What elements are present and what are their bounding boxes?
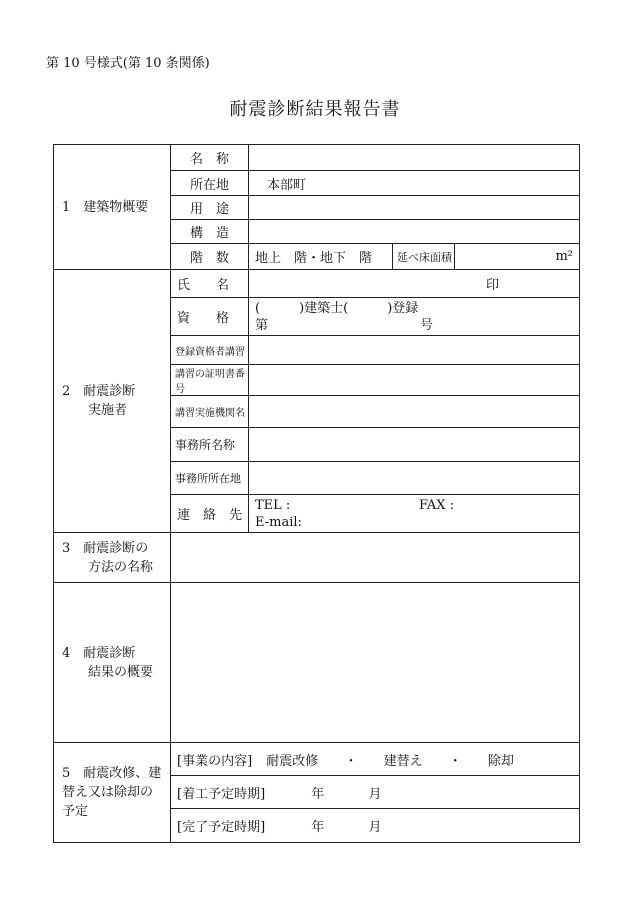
person-name-label: 氏 名 <box>171 270 249 298</box>
qualification-number-suffix: 号 <box>419 317 433 333</box>
building-name-label: 名 称 <box>171 145 249 171</box>
office-name-field[interactable] <box>249 428 580 462</box>
address-field[interactable]: 本部町 <box>249 171 580 196</box>
section3-label <box>54 533 171 583</box>
certificate-number-label: 講習の証明書番号 <box>171 365 249 396</box>
qualification-line1: ( )建築士( )登録 <box>255 300 419 316</box>
page-title: 耐震診断結果報告書 <box>229 99 401 120</box>
option-seismic-retrofit[interactable]: 耐震改修 <box>266 753 319 769</box>
start-schedule-row <box>171 776 580 809</box>
fax-label: FAX : <box>419 497 455 513</box>
form-number: 第 10 号様式(第 10 条関係) <box>46 56 210 71</box>
section5-label-line1: 5 耐震改修、建 <box>62 766 162 781</box>
option-separator-1: ・ <box>344 753 358 769</box>
address-label: 所在地 <box>171 171 249 196</box>
floors-field[interactable]: 地上 階・地下 階 <box>249 244 393 270</box>
tel-label: TEL : <box>255 497 291 513</box>
office-name-label: 事務所名称 <box>171 428 249 462</box>
qualification-field[interactable] <box>249 298 580 336</box>
certificate-number-field[interactable] <box>249 365 580 396</box>
start-schedule-label: [着工予定時期] <box>177 786 266 802</box>
method-name-field[interactable] <box>171 533 580 583</box>
floor-area-field[interactable] <box>455 244 580 270</box>
course-org-field[interactable] <box>249 396 580 428</box>
result-summary-field[interactable] <box>171 583 580 743</box>
contact-label: 連 絡 先 <box>171 495 249 533</box>
start-month-label: 月 <box>368 786 382 802</box>
option-demolition[interactable]: 除却 <box>487 753 514 769</box>
end-month-label: 月 <box>368 820 382 835</box>
start-year-label: 年 <box>311 786 325 802</box>
floor-area-label: 延べ床面積 <box>393 244 455 270</box>
section4-label-line1: 4 耐震診断 <box>62 645 136 661</box>
office-address-label: 事務所所在地 <box>171 462 249 495</box>
office-address-field[interactable] <box>249 462 580 495</box>
section3-label-line1: 3 耐震診断の <box>62 540 149 556</box>
section3-label-line2: 方法の名称 <box>88 559 154 575</box>
end-schedule-row <box>171 809 580 843</box>
end-year-label: 年 <box>311 820 325 835</box>
person-name-field[interactable] <box>249 270 580 298</box>
course-label: 登録資格者講習 <box>171 336 249 365</box>
structure-label: 構 造 <box>171 220 249 244</box>
section5-label <box>54 743 171 843</box>
section1-label: 1 建築物概要 <box>54 145 171 270</box>
area-unit: m² <box>555 249 574 264</box>
end-schedule-label: [完了予定時期] <box>177 820 266 835</box>
option-separator-2: ・ <box>448 753 462 769</box>
seal-mark: 印 <box>486 278 500 293</box>
qualification-number-prefix: 第 <box>255 317 269 333</box>
section2-label-line2: 実施者 <box>88 403 128 418</box>
option-rebuild[interactable]: 建替え <box>383 753 423 769</box>
project-content-label: [事業の内容] <box>177 753 253 769</box>
course-org-label: 講習実施機関名 <box>171 396 249 428</box>
course-field[interactable] <box>249 336 580 365</box>
section2-label <box>54 270 171 533</box>
section5-label-line2: 替え又は除却の <box>62 785 154 800</box>
floors-label: 階 数 <box>171 244 249 270</box>
section4-label <box>54 583 171 743</box>
section2-label-line1: 2 耐震診断 <box>62 384 136 399</box>
section4-label-line2: 結果の概要 <box>88 664 154 680</box>
project-content-row <box>171 743 580 776</box>
building-name-field[interactable] <box>249 145 580 171</box>
report-table <box>53 144 580 843</box>
contact-field[interactable] <box>249 495 580 533</box>
email-label: E-mail: <box>255 514 302 530</box>
use-label: 用 途 <box>171 196 249 220</box>
section5-label-line3: 予定 <box>62 804 89 819</box>
use-field[interactable] <box>249 196 580 220</box>
structure-field[interactable] <box>249 220 580 244</box>
qualification-label: 資 格 <box>171 298 249 336</box>
